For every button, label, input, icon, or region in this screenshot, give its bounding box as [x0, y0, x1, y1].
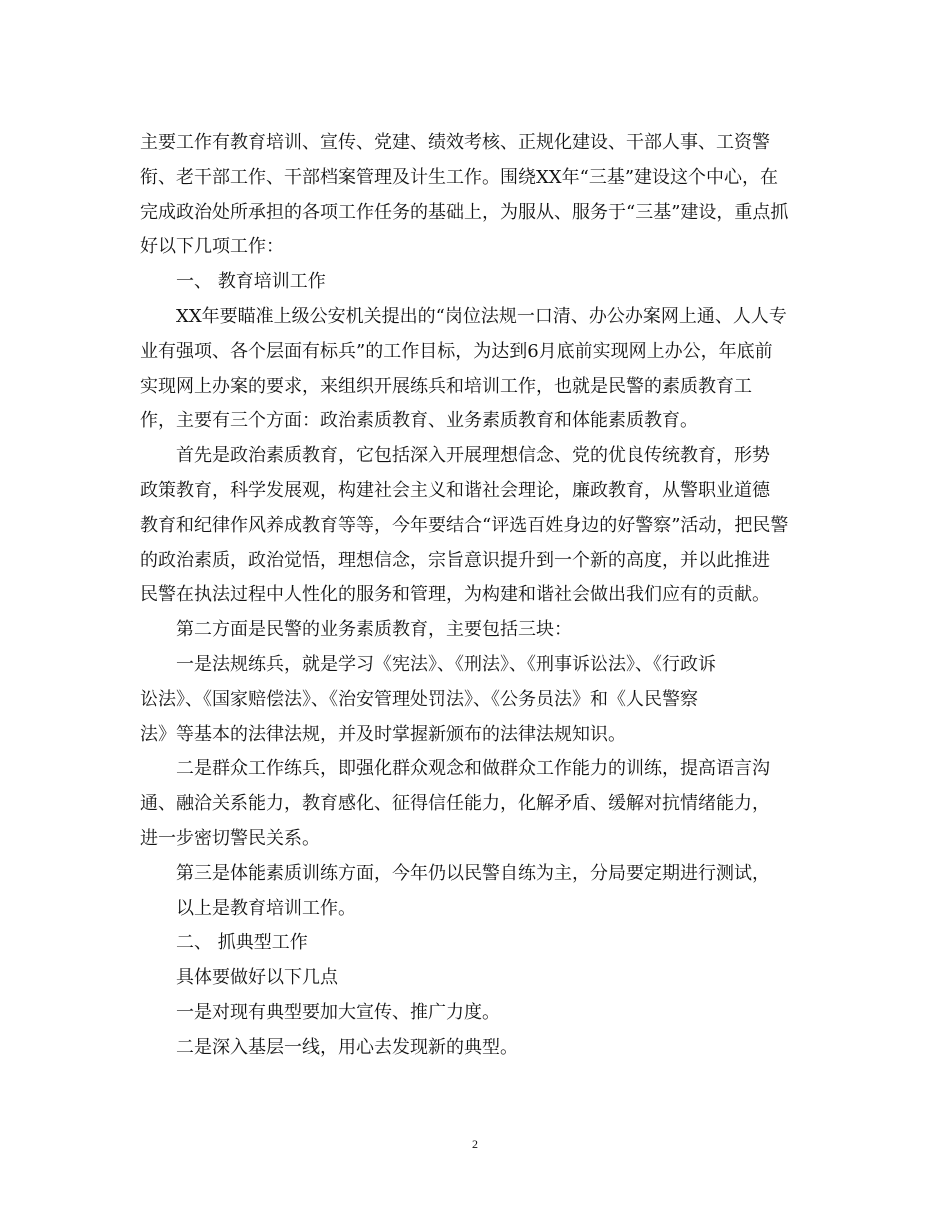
section-heading: 二、 抓典型工作 — [176, 932, 308, 954]
text-line: 第二方面是民警的业务素质教育，主要包括三块： — [176, 619, 572, 641]
document-body — [140, 126, 815, 1066]
text-line: 民警在执法过程中人性化的服务和管理，为构建和谐社会做出我们应有的贡献。 — [140, 584, 770, 606]
text-line: 主要工作有教育培训、宣传、党建、绩效考核、正规化建设、干部人事、工资警 — [140, 132, 770, 153]
text-line: 作，主要有三个方面：政治素质教育、业务素质教育和体能素质教育。 — [140, 410, 698, 432]
text-line: 首先是政治素质教育，它包括深入开展理想信念、党的优良传统教育，形势 — [176, 445, 770, 467]
text-line: 完成政治处所承担的各项工作任务的基础上，为服从、服务于“三基”建设，重点抓 — [140, 201, 789, 223]
text-line: 通、融洽关系能力，教育感化、征得信任能力，化解矛盾、缓解对抗情绪能力， — [140, 793, 770, 815]
text-line: 具体要做好以下几点 — [176, 967, 338, 989]
text-line: 以上是教育培训工作。 — [176, 897, 356, 919]
text-line: 教育和纪律作风养成教育等等，今年要结合“评选百姓身边的好警察”活动，把民警 — [140, 514, 789, 536]
text-line: 法》等基本的法律法规，并及时掌握新颁布的法律法规知识。 — [140, 723, 626, 745]
text-line: 讼法》、《国家赔偿法》、《治安管理处罚法》、《公务员法》和《人民警察 — [140, 688, 698, 710]
text-line: 政策教育，科学发展观，构建社会主义和谐社会理论，廉政教育，从警职业道德 — [140, 479, 770, 501]
text-line: 实现网上办案的要求，来组织开展练兵和培训工作，也就是民警的素质教育工 — [140, 375, 752, 397]
text-line: 好以下几项工作： — [140, 236, 284, 258]
page-number: 2 — [472, 1137, 478, 1151]
text-line: 二是群众工作练兵，即强化群众观念和做群众工作能力的训练，提高语言沟 — [176, 758, 770, 780]
text-line: 业有强项、各个层面有标兵”的工作目标，为达到6月底前实现网上办公，年底前 — [140, 340, 773, 362]
text-line: 一是法规练兵，就是学习《宪法》、《刑法》、《刑事诉讼法》、《行政诉 — [176, 653, 716, 675]
text-line: 第三是体能素质训练方面，今年仍以民警自练为主，分局要定期进行测试， — [176, 862, 770, 884]
text-line: XX年要瞄准上级公安机关提出的“岗位法规一口清、办公办案网上通、人人专 — [176, 305, 787, 327]
section-heading: 一、 教育培训工作 — [176, 271, 326, 293]
text-line: 一是对现有典型要加大宣传、推广力度。 — [176, 1001, 500, 1023]
text-line: 进一步密切警民关系。 — [140, 827, 320, 849]
text-line: 的政治素质，政治觉悟，理想信念，宗旨意识提升到一个新的高度，并以此推进 — [140, 549, 770, 571]
text-line: 衔、老干部工作、干部档案管理及计生工作。围绕XX年“三基”建设这个中心，在 — [140, 166, 779, 188]
text-line: 二是深入基层一线，用心去发现新的典型。 — [176, 1036, 518, 1058]
